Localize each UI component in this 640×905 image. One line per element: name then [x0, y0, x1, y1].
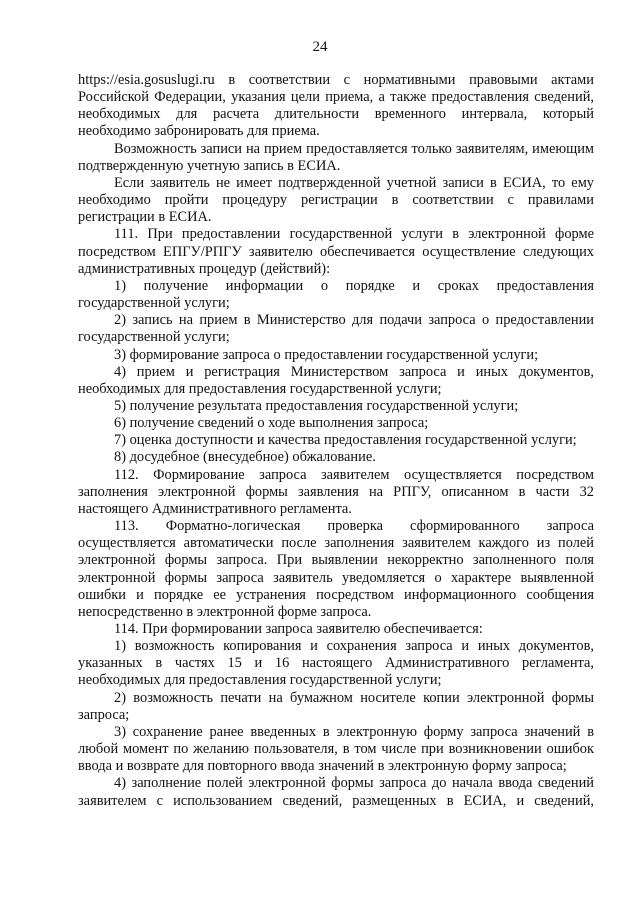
paragraph: https://esia.gosuslugi.ru в соответствии с нормативными правовыми актами Российской Федерации, указания цели приема, а также предоставления сведений, необходимых для расчета длительности временного интервала, который необходимо забронировать для приема. — [78, 72, 594, 140]
paragraph: Возможность записи на прием предоставляется только заявителям, имеющим подтвержденную учетную запись в ЕСИА. — [78, 140, 594, 174]
paragraph: 6) получение сведений о ходе выполнения запроса; — [114, 415, 429, 432]
paragraph: 1) возможность копирования и сохранения запроса и иных документов, указанных в частях 15 и 16 настоящего Административного регламента, необходимых для предоставления государственной услуги; — [78, 638, 594, 689]
document-body — [78, 72, 594, 810]
paragraph: 5) получение результата предоставления государственной услуги; — [114, 397, 519, 414]
paragraph: 3) формирование запроса о предоставлении государственной услуги; — [114, 346, 539, 363]
paragraph: 113. Форматно-логическая проверка сформированного запроса осуществляется автоматически после заполнения заявителем каждого из полей электронной формы запроса. При выявлении некорректно заполненного поля электронной формы запроса заявитель уведомляется о характере выявленной ошибки и порядке ее устранения посредством информационного сообщения непосредственно в электронной форме запроса. — [78, 518, 594, 620]
paragraph: 1) получение информации о порядке и сроках предоставления государственной услуги; — [78, 277, 594, 312]
page-number: 24 — [312, 39, 328, 55]
paragraph: 2) возможность печати на бумажном носителе копии электронной формы запроса; — [78, 689, 594, 723]
paragraph: 112. Формирование запроса заявителем осуществляется посредством заполнения электронной формы заявления на РПГУ, описанном в части 32 настоящего Административного регламента. — [78, 466, 594, 517]
paragraph: 4) прием и регистрация Министерством запроса и иных документов, необходимых для предоставления государственной услуги; — [78, 363, 594, 397]
paragraph: 8) досудебное (внесудебное) обжалование. — [114, 449, 376, 466]
paragraph: 7) оценка доступности и качества предоставления государственной услуги; — [114, 432, 577, 449]
paragraph: 4) заполнение полей электронной формы запроса до начала ввода сведений заявителем с использованием сведений, размещенных в ЕСИА, и сведений, — [78, 775, 594, 809]
paragraph: 114. При формировании запроса заявителю обеспечивается: — [114, 621, 483, 637]
paragraph: 111. При предоставлении государственной услуги в электронной форме посредством ЕПГУ/РПГУ заявителю обеспечивается осуществление следующих административных процедур (действий): — [78, 226, 594, 277]
paragraph: Если заявитель не имеет подтвержденной учетной записи в ЕСИА, то ему необходимо пройти процедуру регистрации в соответствии с правилами регистрации в ЕСИА. — [78, 174, 594, 226]
paragraph: 3) сохранение ранее введенных в электронную форму запроса значений в любой момент по желанию пользователя, в том числе при возникновении ошибок ввода и возврате для повторного ввода значений в электронную форму запроса; — [78, 723, 594, 775]
paragraph: 2) запись на прием в Министерство для подачи запроса о предоставлении государственной услуги; — [78, 312, 594, 346]
